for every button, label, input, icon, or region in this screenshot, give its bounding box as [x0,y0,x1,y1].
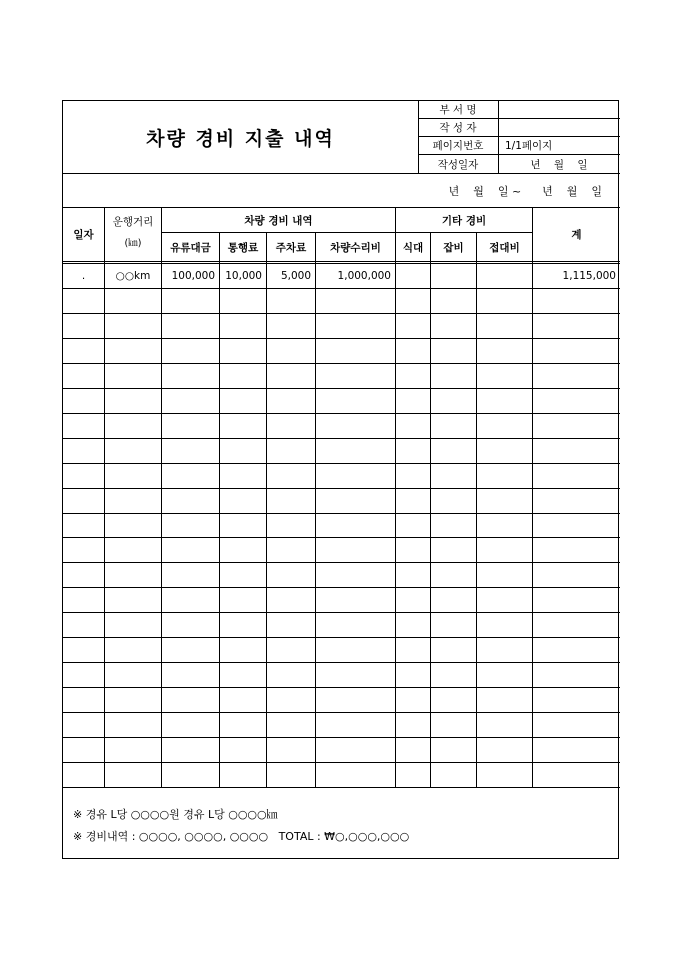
header-distance-unit: (㎞) [124,238,142,249]
table-row-line [63,463,620,464]
row-1-toll[interactable]: 10,000 [225,270,262,282]
form-title: 차량 경비 지출 내역 [146,127,335,150]
row-1-parking[interactable]: 5,000 [280,270,311,282]
table-row-line [63,537,620,538]
row-1-meal[interactable] [396,264,430,288]
author-value[interactable] [499,119,619,136]
row-1-fuel[interactable]: 100,000 [171,270,215,282]
table-row-line [63,712,620,713]
row-1-total[interactable]: 1,115,000 [562,270,616,282]
dept-label: 부 서 명 [439,104,477,116]
header-fuel: 유류대금 [170,241,211,254]
table-row-line [63,413,620,414]
table-row-line [63,288,620,289]
date-value[interactable]: 년 월 일 [530,158,588,171]
dept-value[interactable] [499,101,619,118]
row-1-misc[interactable] [431,264,476,288]
table-row-line [63,513,620,514]
header-total: 계 [571,229,582,241]
header-parking: 주차료 [275,241,307,254]
note-expense: ※ 경비내역 : ○○○○, ○○○○, ○○○○ TOTAL : ₩○,○○○,○○○ [73,830,410,843]
expense-form [62,100,619,859]
table-row-line [63,338,620,339]
header-entertain: 접대비 [489,241,520,254]
table-row-line [63,488,620,489]
period-range[interactable]: 년 월 일 ~ 년 월 일 [448,184,602,198]
page-number-value: 1/1페이지 [505,140,553,152]
row-1-repair[interactable]: 1,000,000 [337,270,391,282]
notes [73,804,409,848]
table-row-line [63,687,620,688]
table-row-line [63,562,620,563]
table-row-line [63,637,620,638]
header-meal: 식대 [402,241,424,254]
table-row-line [63,313,620,314]
date-label: 작성일자 [437,158,479,171]
header-date: 일자 [73,229,94,241]
table-row-line [63,612,620,613]
row-1-entertain[interactable] [477,264,532,288]
header-toll: 통행료 [227,241,259,254]
table-row-line [63,587,620,588]
header-vehicle-group: 차량 경비 내역 [244,214,313,227]
table-row-line [63,662,620,663]
table-row-line [63,363,620,364]
row-1-date[interactable]: . [81,270,86,282]
row-1-distance[interactable]: ○○km [115,270,151,282]
table-row-line [63,438,620,439]
header-distance: 운행거리 [112,215,154,228]
author-label: 작 성 자 [439,122,477,134]
page-number-label: 페이지번호 [432,140,484,152]
header-repair: 차량수리비 [330,241,381,254]
header-other-group: 기타 경비 [441,214,487,227]
table-row-line [63,762,620,763]
table-row-line [63,737,620,738]
table-row-line [63,388,620,389]
note-fuel: ※ 경유 L당 ○○○○원 경유 L당 ○○○○㎞ [73,808,278,821]
header-misc: 잡비 [443,241,464,254]
